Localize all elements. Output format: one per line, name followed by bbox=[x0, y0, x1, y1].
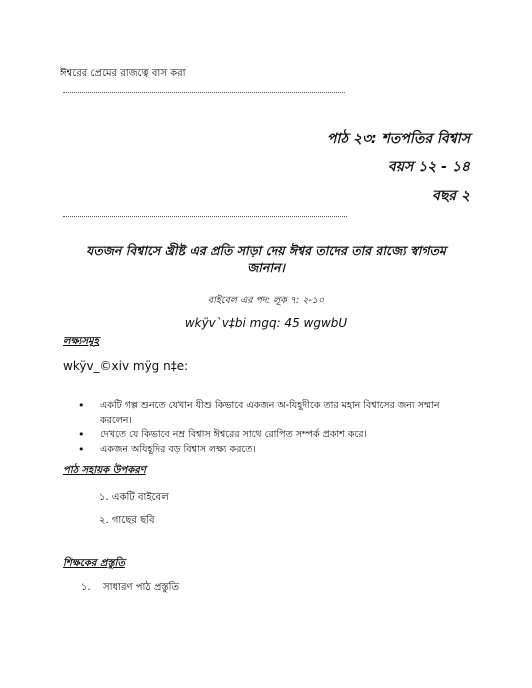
lesson-theme: যতজন বিশ্বাসে খ্রীষ্ট এর প্রতি সাড়া দেয় ঈশ্বর তাদের তার রাজ্যে স্বাগতম জানান। bbox=[86, 243, 446, 275]
materials-heading: পাঠ সহায়ক উপকরণ bbox=[63, 465, 146, 476]
dotted-divider bbox=[63, 216, 347, 217]
preparation-heading: শিক্ষকের প্রস্তুতি bbox=[63, 558, 125, 569]
list-item: • দেখতে যে কিভাবে নম্র বিশ্বাস ঈশ্বরের সাথে রোপিত সম্পর্ক প্রকাশ করে। bbox=[92, 428, 472, 443]
age-range: বয়স ১২ - ১৪ bbox=[387, 159, 470, 175]
preparation-item-number: ১. bbox=[81, 582, 91, 593]
objectives-heading: লক্ষ্যসমূহ bbox=[63, 336, 99, 347]
list-item: • একটি গল্প শুনতে যেখান যীশু কিভাবে একজন অ-যিহূদীকে তার মহান বিশ্বাসের জন্য সম্মান করলেন। bbox=[92, 399, 472, 428]
objectives-list bbox=[92, 399, 472, 457]
preparation-item bbox=[81, 580, 179, 597]
preparation-item-text: সাধারণ পাঠ প্রস্তুতি bbox=[103, 582, 179, 593]
material-item: ১. একটি বাইবেল bbox=[99, 492, 169, 503]
dotted-divider bbox=[63, 92, 345, 93]
year-label: বছর ২ bbox=[432, 188, 470, 204]
list-item: • একজন অযিহূদির বড় বিশ্বাস লক্ষ্য করতে। bbox=[92, 443, 472, 458]
bible-passage: বাইবেল এর পদ: লূক ৭: ২-১০ bbox=[207, 295, 325, 306]
objectives-intro: wkÿv_©xiv mÿg n‡e: bbox=[63, 359, 189, 373]
document-header: ঈশ্বরের প্রেমের রাজত্বে বাস করা bbox=[60, 68, 186, 79]
material-item: ২. গাছের ছবি bbox=[99, 515, 155, 526]
memory-verse-line: wkÿv`v‡bi mgq: 45 wgwbU bbox=[184, 316, 348, 330]
lesson-title: পাঠ ২৩: শতপতির বিশ্বাস bbox=[326, 131, 470, 147]
